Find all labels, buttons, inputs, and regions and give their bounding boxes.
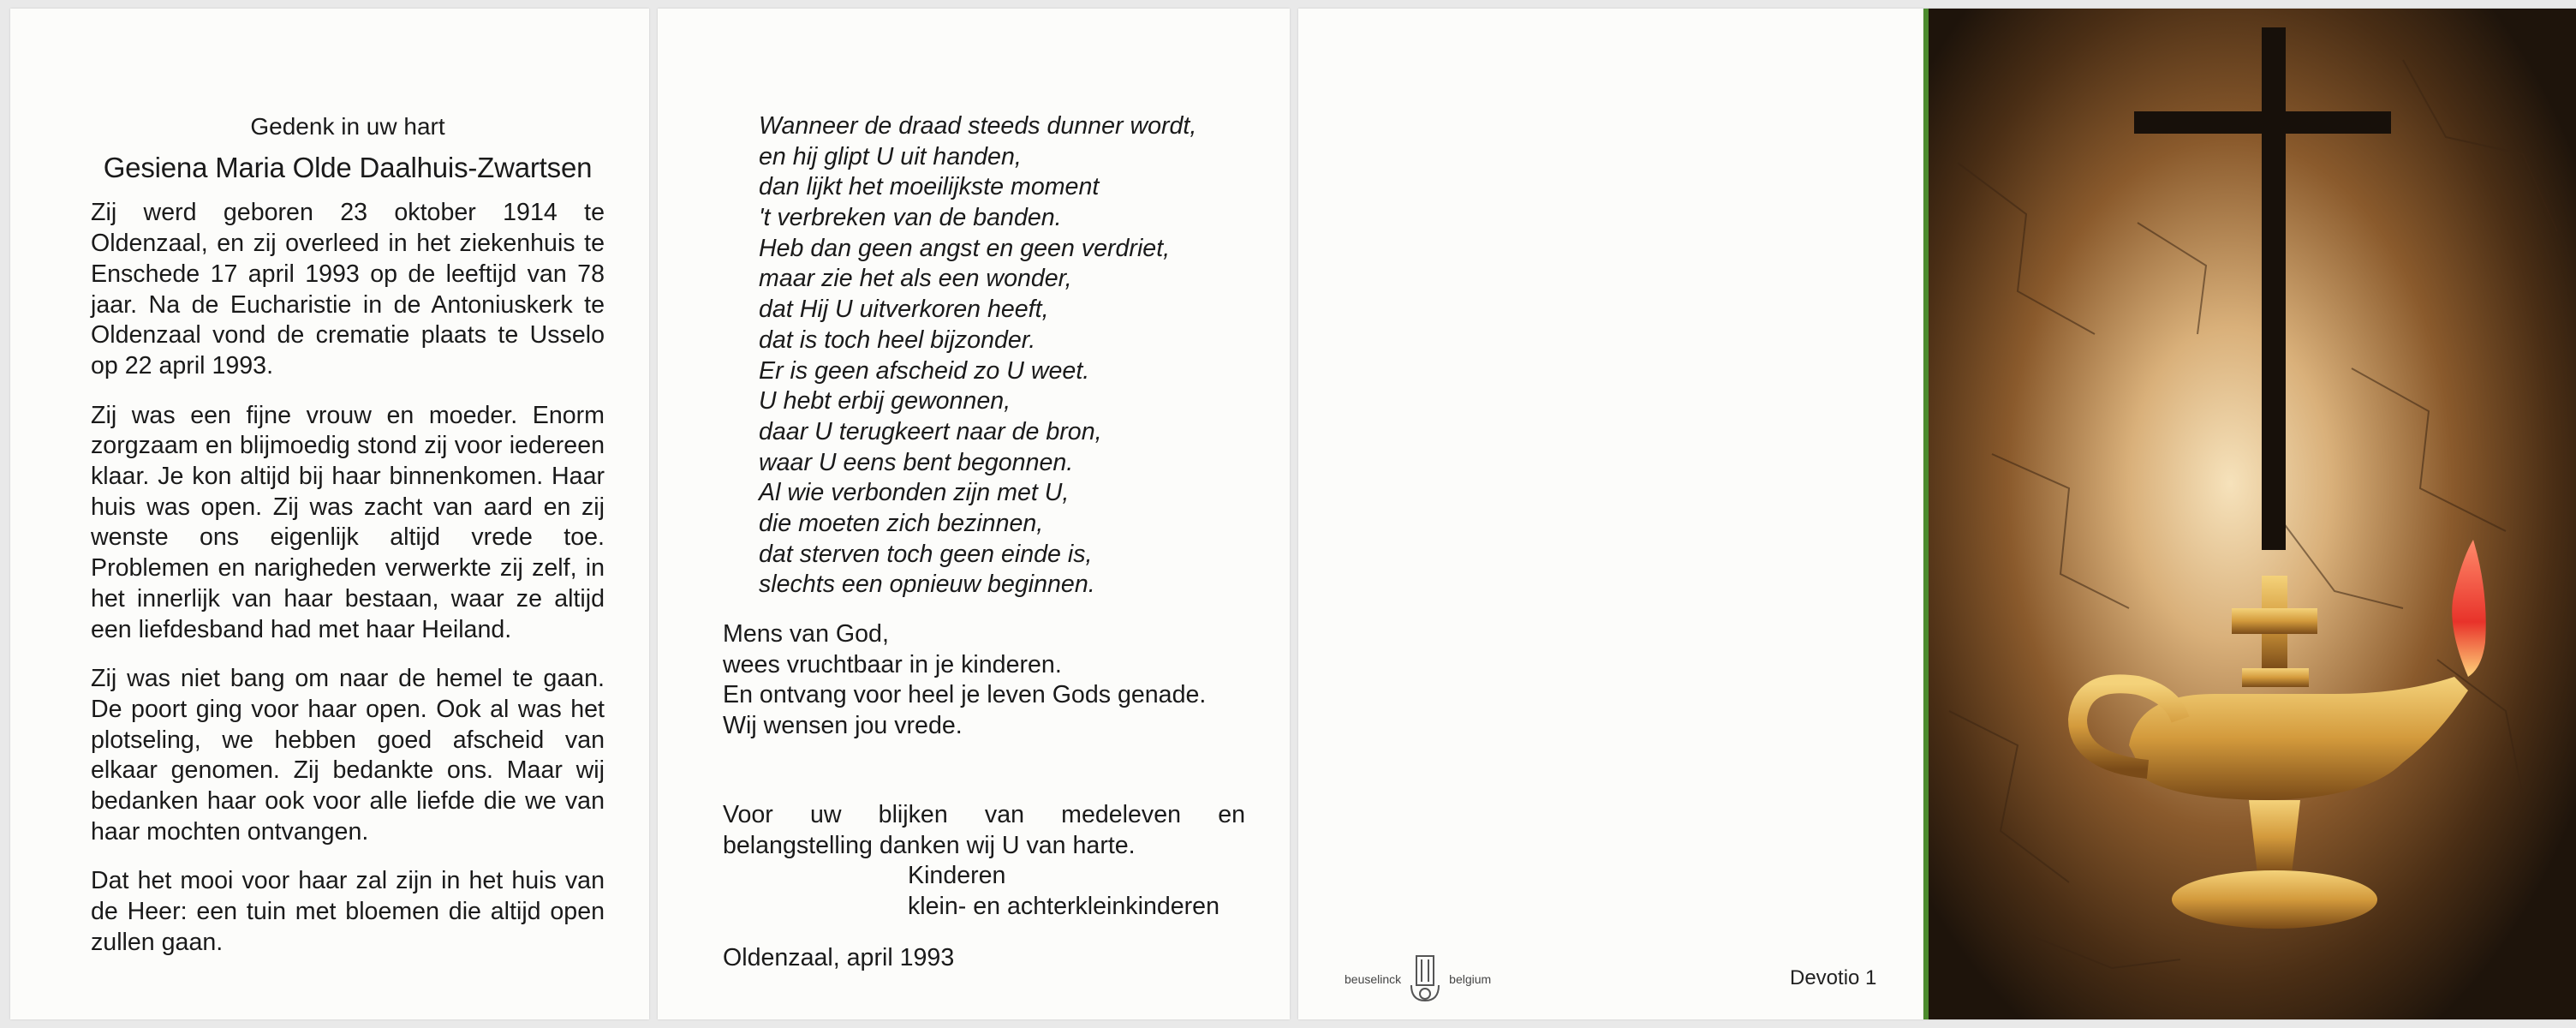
card-edge bbox=[1923, 9, 1929, 1019]
blessing-line: Mens van God, bbox=[723, 620, 889, 648]
thanks-text: Voor uw blijken van medeleven en belangstelling danken wij U van harte. bbox=[723, 800, 1245, 859]
poem-line: dan lijkt het moeilijkste moment bbox=[759, 173, 1100, 201]
publisher-logo bbox=[1345, 954, 1491, 1004]
deceased-name: Gesiena Maria Olde Daalhuis-Zwartsen bbox=[103, 151, 593, 183]
poem-line: Al wie verbonden zijn met U, bbox=[759, 479, 1070, 507]
poem-line: Heb dan geen angst en geen verdriet, bbox=[759, 234, 1171, 262]
poem-line: die moeten zich bezinnen, bbox=[759, 509, 1044, 537]
obituary-paragraph-1: Zij werd geboren 23 oktober 1914 te Oldenzaal, en zij overleed in het ziekenhuis te Enschede 17 april 1993 op de leeftijd van 78 jaar. Na de Eucharistie in de Antoniuskerk te Oldenzaal vond de crematie plaats te Usselo op 22 april 1993. bbox=[91, 199, 605, 380]
poem-line: dat Hij U uitverkoren heeft, bbox=[759, 296, 1049, 324]
card-panel-illustration bbox=[1923, 9, 2576, 1019]
blessing bbox=[723, 619, 1245, 742]
publisher-country: belgium bbox=[1449, 972, 1492, 986]
poem-line: dat is toch heel bijzonder. bbox=[759, 326, 1036, 354]
poem-line: waar U eens bent begonnen. bbox=[759, 448, 1074, 476]
cross-and-oil-lamp-icon bbox=[1923, 9, 2576, 1019]
obituary-paragraph-4: Dat het mooi voor haar zal zijn in het huis van de Heer: een tuin met bloemen die altijd open zullen gaan. bbox=[91, 867, 605, 956]
poem-line: dat sterven toch geen einde is, bbox=[759, 540, 1093, 568]
signers bbox=[908, 861, 1245, 922]
obituary-content bbox=[91, 111, 605, 959]
signer-line: klein- en achterkleinkinderen bbox=[908, 892, 1219, 920]
blessing-line: wees vruchtbaar in je kinderen. bbox=[723, 650, 1062, 678]
publisher-logo-icon bbox=[1404, 954, 1446, 1004]
poem-line: en hij glipt U uit handen, bbox=[759, 142, 1022, 170]
poem-line: daar U terugkeert naar de bron, bbox=[759, 417, 1102, 445]
signer-line: Kinderen bbox=[908, 862, 1006, 890]
publisher-name: beuselinck bbox=[1345, 972, 1402, 986]
obituary-paragraph-3: Zij was niet bang om naar de hemel te gaan. De poort ging voor haar open. Ook al was het plotseling, we hebben goed afscheid van elkaar genomen. Zij bedankte ons. Maar wij bedanken haar ook voor alle liefde die we van haar mochten ontvangen. bbox=[91, 665, 605, 846]
card-panel-back bbox=[1298, 9, 1923, 1019]
poem-content bbox=[723, 111, 1245, 973]
poem-line: slechts een opnieuw beginnen. bbox=[759, 571, 1095, 599]
card-panel-poem bbox=[658, 9, 1290, 1019]
card-panel-obituary bbox=[10, 9, 649, 1019]
obituary-paragraph-2: Zij was een fijne vrouw en moeder. Enorm zorgzaam en blijmoedig stond zij voor iedereen klaar. Je kon altijd bij haar binnenkomen. Haar huis was open. Zij was zacht van aard en zij wenste ons eigenlijk altijd vrede toe. Problemen en narigheden verwerkte zij zelf, in het innerlijk van haar bestaan, waar ze altijd een liefdesband had met haar Heiland. bbox=[91, 401, 605, 643]
poem-line: 't verbreken van de banden. bbox=[759, 204, 1062, 232]
blessing-line: En ontvang voor heel je leven Gods genade. bbox=[723, 681, 1207, 709]
remembrance-heading: Gedenk in uw hart bbox=[250, 113, 445, 140]
place-date: Oldenzaal, april 1993 bbox=[723, 943, 955, 971]
poem-line: U hebt erbij gewonnen, bbox=[759, 387, 1011, 415]
poem-line: maar zie het als een wonder, bbox=[759, 265, 1072, 293]
poem bbox=[759, 111, 1245, 601]
poem-line: Er is geen afscheid zo U weet. bbox=[759, 356, 1090, 385]
series-label: Devotio 1 bbox=[1790, 966, 1877, 989]
poem-line: Wanneer de draad steeds dunner wordt, bbox=[759, 112, 1197, 140]
blessing-line: Wij wensen jou vrede. bbox=[723, 712, 963, 740]
